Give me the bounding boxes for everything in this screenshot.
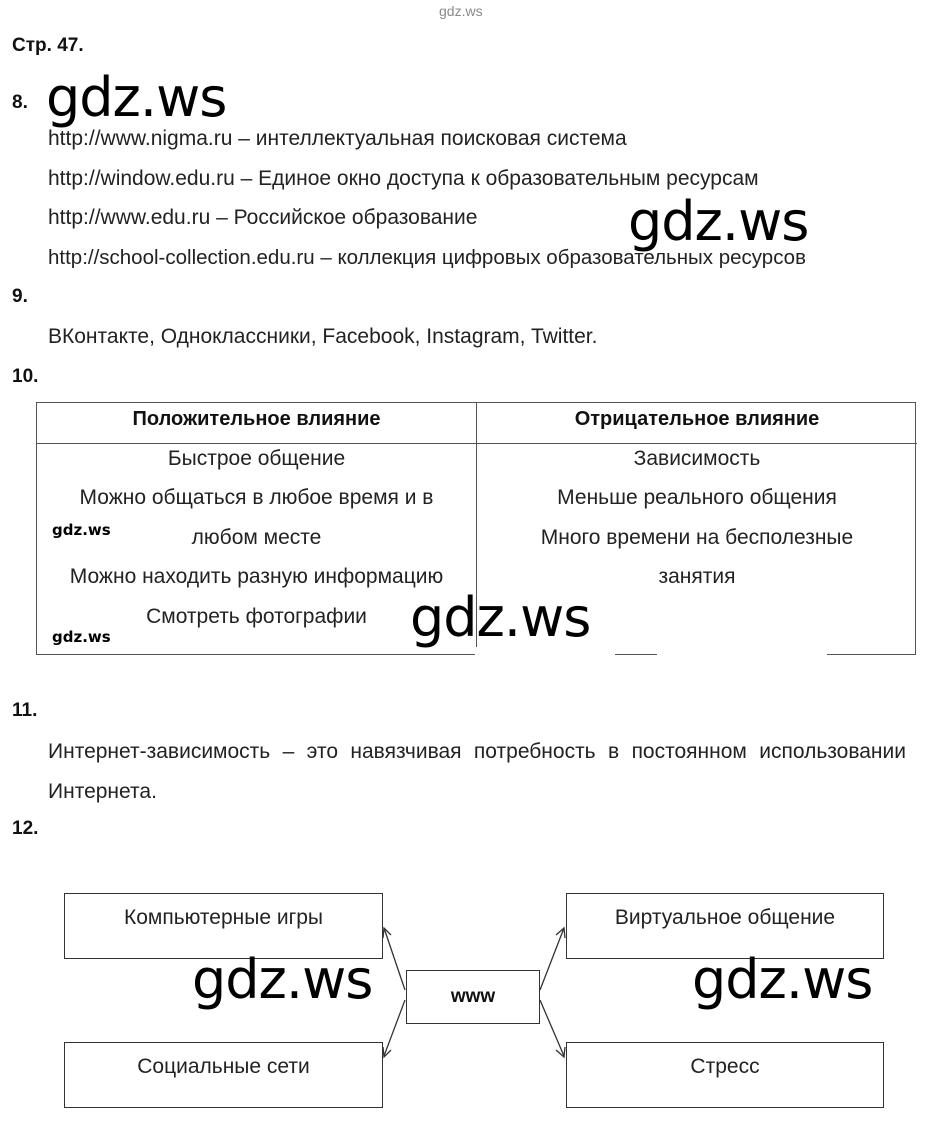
watermark-small: gdz.ws: [52, 521, 111, 539]
q9-answer: ВКонтакте, Одноклассники, Facebook, Instagram, Twitter.: [48, 325, 598, 348]
watermark-big: gdz.ws: [628, 190, 809, 253]
watermark-big: gdz.ws: [46, 66, 227, 129]
positive-item: любом месте: [191, 526, 322, 549]
negative-item: Зависимость: [633, 447, 761, 470]
arrow-to-stress: [540, 1000, 564, 1056]
q11-answer: Интернет-зависимость – это навязчивая потребность в постоянном использовании Интернета.: [48, 740, 906, 803]
box-www-label: www: [450, 986, 496, 1007]
box-stress: [566, 1042, 884, 1108]
box-label: Виртуальное общение: [614, 906, 836, 929]
watermark-big: gdz.ws: [192, 948, 373, 1011]
positive-item: Смотреть фотографии: [146, 605, 367, 628]
box-label: Компьютерные игры: [123, 906, 324, 929]
negative-item: Меньше реального общения: [557, 486, 837, 509]
watermark-top: gdz.ws: [439, 3, 483, 19]
question-10-number: 10.: [12, 366, 39, 387]
positive-item: Можно общаться в любое время и в: [79, 486, 434, 509]
positive-item: Быстрое общение: [167, 447, 346, 470]
box-label: Стресс: [690, 1055, 760, 1078]
q8-line-3: http://www.edu.ru – Российское образование: [48, 206, 478, 229]
question-8-number: 8.: [12, 92, 28, 113]
question-11-number: 11.: [12, 700, 38, 721]
q8-line-2: http://window.edu.ru – Единое окно доступа к образовательным ресурсам: [48, 167, 759, 190]
question-12-number: 12.: [12, 818, 39, 839]
q8-line-1: http://www.nigma.ru – интеллектуальная поисковая система: [48, 127, 627, 150]
arrow-to-social: [384, 1000, 405, 1056]
table-header-negative: Отрицательное влияние: [574, 408, 820, 430]
watermark-small: gdz.ws: [52, 628, 111, 646]
negative-item: Много времени на бесполезные: [540, 526, 854, 549]
page-number: Стр. 47.: [12, 35, 84, 56]
box-social-networks: [64, 1042, 383, 1108]
question-9-number: 9.: [12, 286, 28, 307]
watermark-big: gdz.ws: [692, 948, 873, 1011]
arrow-to-virtual: [540, 928, 564, 990]
positive-item: Можно находить разную информацию: [69, 565, 444, 588]
watermark-big: gdz.ws: [410, 586, 591, 649]
arrow-to-games: [384, 928, 405, 990]
box-label: Социальные сети: [137, 1055, 310, 1078]
box-www: [406, 970, 540, 1024]
negative-item: занятия: [658, 565, 736, 588]
table-header-positive: Положительное влияние: [132, 408, 381, 430]
q8-line-4: http://school-collection.edu.ru – коллекция цифровых образовательных ресурсов: [48, 246, 806, 269]
